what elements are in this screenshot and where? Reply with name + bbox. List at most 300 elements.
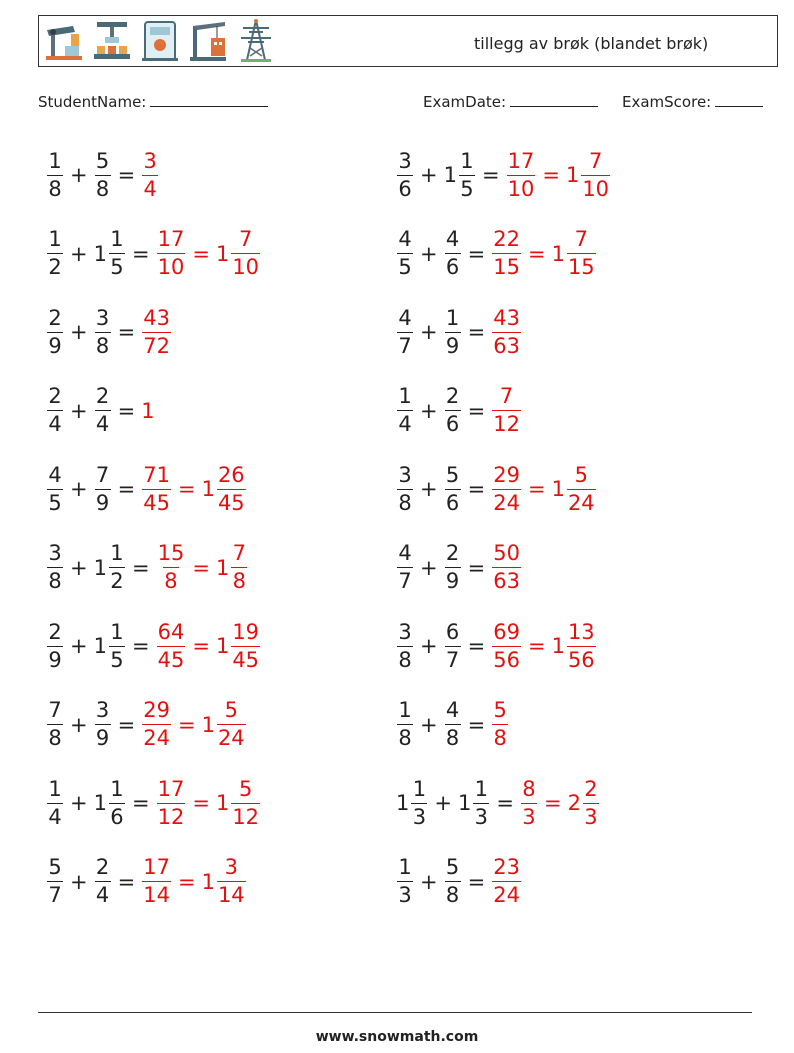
fraction	[445, 700, 461, 749]
problem-item	[46, 533, 248, 603]
denominator: 9	[95, 726, 110, 750]
fraction	[231, 619, 260, 672]
numerator: 2	[445, 541, 460, 565]
denominator: 24	[217, 726, 245, 750]
mixed-answer	[172, 857, 247, 906]
mixed-answer	[186, 619, 261, 672]
numerator: 23	[493, 855, 520, 879]
denominator: 3	[584, 804, 598, 829]
equals-sign: =	[131, 241, 150, 266]
fraction	[95, 386, 111, 435]
denominator: 10	[507, 176, 535, 201]
denominator: 24	[567, 490, 595, 515]
numerator: 5	[95, 148, 110, 173]
numerator: 29	[493, 462, 520, 487]
equals-sign: =	[467, 320, 486, 344]
equals-sign: =	[192, 634, 210, 658]
numerator: 64	[157, 619, 185, 644]
denominator: 24	[493, 883, 520, 907]
numerator: 3	[398, 148, 412, 173]
oil-pump-icon	[43, 18, 85, 64]
answer	[491, 386, 522, 435]
fraction	[47, 543, 63, 592]
problem-item	[46, 376, 156, 446]
numerator: 7	[232, 541, 246, 565]
fraction	[231, 776, 260, 829]
fraction	[95, 857, 111, 906]
answer	[491, 857, 522, 906]
numerator: 3	[143, 148, 157, 173]
fraction	[445, 229, 461, 278]
fraction	[507, 148, 536, 201]
problem-item	[396, 690, 509, 760]
mixed-answer	[522, 619, 597, 672]
numerator: 71	[143, 462, 170, 487]
problem-item	[46, 847, 247, 917]
numerator: 69	[493, 619, 520, 644]
problem-item	[396, 768, 600, 838]
fraction	[473, 776, 489, 829]
denominator: 7	[445, 647, 460, 672]
denominator: 6	[445, 412, 460, 436]
plus-sign: +	[420, 241, 438, 266]
numerator: 4	[398, 305, 412, 330]
numerator: 7	[588, 148, 603, 173]
denominator: 8	[398, 726, 412, 750]
numerator: 1	[110, 541, 124, 565]
numerator: 19	[232, 619, 260, 644]
fraction	[47, 305, 63, 358]
exam-score-field	[622, 92, 763, 111]
equals-sign: =	[117, 712, 136, 737]
denominator: 45	[232, 647, 260, 672]
denominator: 56	[567, 647, 595, 672]
denominator: 6	[398, 176, 412, 201]
numerator: 43	[493, 305, 520, 330]
answer	[141, 462, 172, 515]
mixed-answer	[536, 148, 611, 201]
answer	[491, 229, 522, 278]
denominator: 9	[445, 569, 460, 593]
denominator: 6	[445, 255, 460, 279]
fraction	[459, 148, 475, 201]
fraction	[397, 619, 413, 672]
denominator: 10	[232, 255, 260, 279]
answer	[141, 305, 172, 358]
denominator: 8	[95, 176, 110, 201]
fraction	[47, 619, 63, 672]
whole-number: 1	[93, 555, 107, 580]
numerator: 1	[398, 855, 412, 879]
problem-item	[46, 297, 172, 367]
exam-score-line	[715, 92, 763, 107]
equals-sign: =	[496, 791, 514, 815]
denominator: 9	[95, 490, 110, 515]
numerator: 7	[574, 227, 588, 251]
numerator: 5	[445, 855, 460, 879]
denominator: 45	[157, 647, 185, 672]
whole-number: 1	[141, 398, 155, 423]
equals-sign: =	[177, 712, 196, 737]
problem-item	[46, 140, 159, 210]
denominator: 12	[157, 804, 185, 829]
fraction	[567, 619, 596, 672]
whole-number: 1	[215, 791, 230, 815]
mixed-answer	[186, 543, 248, 592]
plus-sign: +	[70, 320, 88, 344]
denominator: 8	[398, 647, 412, 672]
equals-sign: =	[467, 241, 486, 266]
fraction	[109, 229, 125, 278]
whole-number: 1	[396, 791, 410, 815]
fraction	[47, 857, 63, 906]
student-name-field	[38, 92, 268, 111]
numerator: 4	[48, 462, 62, 487]
fraction	[47, 229, 63, 278]
plus-sign: +	[70, 163, 88, 187]
numerator: 5	[48, 855, 62, 879]
equals-sign: =	[117, 320, 136, 344]
numerator: 3	[95, 698, 110, 722]
mixed-answer	[538, 776, 600, 829]
denominator: 4	[48, 804, 62, 829]
fraction	[492, 700, 508, 749]
numerator: 7	[238, 227, 253, 251]
whole-number: 1	[551, 241, 565, 266]
answer	[156, 619, 187, 672]
numerator: 17	[507, 148, 535, 173]
numerator: 7	[499, 384, 514, 408]
equals-sign: =	[177, 477, 196, 501]
plus-sign: +	[70, 555, 88, 580]
whole-number: 1	[201, 477, 215, 501]
numerator: 3	[398, 619, 412, 644]
problem-item	[396, 611, 597, 681]
numerator: 5	[493, 698, 507, 722]
denominator: 63	[493, 333, 520, 358]
fraction	[397, 462, 413, 515]
numerator: 2	[48, 384, 62, 408]
mixed-answer	[172, 700, 247, 749]
equals-sign: =	[543, 791, 562, 815]
answer	[156, 229, 187, 278]
numerator: 4	[398, 227, 412, 251]
fraction	[397, 543, 413, 592]
denominator: 24	[143, 726, 170, 750]
denominator: 5	[110, 647, 124, 672]
numerator: 13	[567, 619, 595, 644]
problem-item	[396, 140, 611, 210]
numerator: 7	[95, 462, 110, 487]
fraction	[157, 229, 186, 278]
numerator: 5	[224, 698, 238, 722]
numerator: 6	[445, 619, 460, 644]
fraction	[217, 857, 246, 906]
denominator: 72	[143, 333, 170, 358]
denominator: 4	[143, 176, 157, 201]
header-icons	[43, 18, 277, 64]
mixed-answer	[172, 462, 247, 515]
plus-sign: +	[70, 712, 88, 737]
fraction	[109, 543, 125, 592]
numerator: 1	[48, 227, 62, 251]
equals-sign: =	[117, 477, 136, 501]
mixed-answer	[522, 462, 597, 515]
numerator: 17	[157, 776, 185, 801]
numerator: 3	[95, 305, 110, 330]
answer	[491, 700, 509, 749]
denominator: 4	[48, 412, 62, 436]
plus-sign: +	[70, 398, 88, 423]
fraction	[142, 148, 158, 201]
fraction	[142, 857, 171, 906]
numerator: 3	[48, 541, 62, 565]
numerator: 4	[445, 227, 460, 251]
equals-sign: =	[467, 712, 486, 737]
equals-sign: =	[131, 791, 150, 815]
denominator: 7	[398, 333, 412, 358]
denominator: 9	[445, 333, 460, 358]
equals-sign: =	[467, 869, 486, 894]
whole-number: 2	[567, 791, 581, 815]
denominator: 15	[493, 255, 520, 279]
denominator: 45	[143, 490, 170, 515]
exam-date-line	[510, 92, 598, 107]
fraction	[397, 305, 413, 358]
numerator: 43	[143, 305, 170, 330]
plus-sign: +	[70, 791, 88, 815]
fraction	[47, 700, 63, 749]
denominator: 8	[95, 333, 110, 358]
worksheet-title: tillegg av brøk (blandet brøk)	[474, 34, 709, 53]
numerator: 17	[143, 855, 170, 879]
fraction	[47, 462, 63, 515]
numerator: 2	[584, 776, 598, 801]
denominator: 12	[493, 412, 520, 436]
whole-number: 1	[457, 791, 472, 815]
plus-sign: +	[420, 634, 438, 658]
denominator: 3	[412, 804, 427, 829]
equals-sign: =	[467, 398, 486, 423]
problem-item	[46, 768, 261, 838]
plus-sign: +	[420, 477, 438, 501]
denominator: 3	[474, 804, 489, 829]
exam-date-field	[423, 92, 598, 111]
fraction	[95, 462, 111, 515]
answer	[141, 700, 172, 749]
footer-divider	[38, 1012, 752, 1013]
numerator: 1	[412, 776, 427, 801]
whole-number: 1	[215, 241, 230, 266]
answer	[491, 305, 522, 358]
numerator: 1	[48, 776, 62, 801]
fraction	[445, 619, 461, 672]
numerator: 5	[445, 462, 460, 487]
fraction	[445, 543, 461, 592]
fraction	[397, 229, 413, 278]
problem-item	[46, 219, 261, 289]
denominator: 8	[164, 569, 178, 593]
denominator: 6	[445, 490, 460, 515]
fraction	[157, 776, 186, 829]
problem-item	[396, 219, 597, 289]
fraction	[492, 543, 521, 592]
fraction	[445, 305, 461, 358]
denominator: 14	[143, 883, 170, 907]
mixed-answer	[186, 776, 261, 829]
plus-sign: +	[420, 163, 438, 187]
fraction	[445, 857, 461, 906]
denominator: 63	[493, 569, 520, 593]
numerator: 1	[110, 227, 124, 251]
fraction	[95, 700, 111, 749]
whole-number: 1	[215, 555, 230, 580]
equals-sign: =	[177, 869, 196, 894]
equals-sign: =	[192, 241, 210, 266]
fraction	[109, 619, 125, 672]
numerator: 4	[445, 698, 460, 722]
footer-site: www.snowmath.com	[315, 1029, 479, 1045]
answer	[491, 462, 522, 515]
fraction	[47, 148, 63, 201]
answer	[141, 148, 159, 201]
fraction	[411, 776, 427, 829]
denominator: 7	[398, 569, 412, 593]
mixed-answer	[522, 229, 597, 278]
whole-number: 1	[551, 477, 565, 501]
denominator: 10	[157, 255, 185, 279]
equals-sign: =	[527, 634, 546, 658]
whole-number: 1	[443, 163, 457, 187]
numerator: 1	[398, 384, 412, 408]
fraction	[142, 700, 171, 749]
numerator: 2	[95, 384, 110, 408]
fraction	[231, 543, 247, 592]
numerator: 2	[445, 384, 460, 408]
denominator: 9	[48, 333, 62, 358]
denominator: 2	[110, 569, 124, 593]
problem-item	[396, 533, 522, 603]
numerator: 15	[157, 541, 185, 565]
fraction	[492, 857, 521, 906]
plus-sign: +	[70, 477, 88, 501]
mixed-answer	[186, 229, 261, 278]
problem-item	[46, 611, 261, 681]
fuel-station-icon	[139, 18, 181, 64]
fraction	[397, 386, 413, 435]
fraction	[142, 462, 171, 515]
fraction	[445, 386, 461, 435]
equals-sign: =	[481, 163, 500, 187]
equals-sign: =	[467, 477, 486, 501]
answer	[491, 619, 522, 672]
numerator: 1	[398, 698, 412, 722]
answer	[506, 148, 537, 201]
denominator: 15	[567, 255, 595, 279]
equals-sign: =	[467, 555, 486, 580]
numerator: 1	[48, 148, 62, 173]
denominator: 8	[48, 176, 62, 201]
fraction	[47, 386, 63, 435]
whole-number: 1	[93, 791, 107, 815]
denominator: 45	[217, 490, 245, 515]
numerator: 7	[48, 698, 62, 722]
fraction	[217, 700, 246, 749]
denominator: 4	[95, 412, 110, 436]
fraction	[397, 148, 413, 201]
answer	[156, 776, 187, 829]
plus-sign: +	[70, 634, 88, 658]
problem-item	[46, 690, 247, 760]
denominator: 5	[398, 255, 412, 279]
plus-sign: +	[420, 398, 438, 423]
header-box	[38, 15, 778, 67]
numerator: 1	[445, 305, 460, 330]
problem-item	[396, 847, 522, 917]
fraction	[492, 305, 521, 358]
numerator: 1	[110, 776, 124, 801]
fraction	[567, 462, 596, 515]
denominator: 8	[48, 569, 62, 593]
numerator: 3	[224, 855, 238, 879]
whole-number: 1	[215, 634, 230, 658]
problem-item	[396, 376, 522, 446]
construction-crane-icon	[187, 18, 229, 64]
equals-sign: =	[117, 163, 136, 187]
fraction	[397, 857, 413, 906]
numerator: 1	[474, 776, 489, 801]
exam-score-label: ExamScore:	[622, 93, 712, 111]
denominator: 6	[110, 804, 124, 829]
equals-sign: =	[467, 634, 486, 658]
denominator: 8	[232, 569, 246, 593]
power-tower-icon	[235, 18, 277, 64]
whole-number: 1	[551, 634, 565, 658]
equals-sign: =	[117, 869, 136, 894]
fraction	[95, 148, 111, 201]
numerator: 1	[110, 619, 124, 644]
denominator: 56	[493, 647, 520, 672]
denominator: 12	[232, 804, 260, 829]
denominator: 5	[48, 490, 62, 515]
numerator: 4	[398, 541, 412, 565]
answer	[141, 857, 172, 906]
fraction	[492, 386, 521, 435]
denominator: 2	[48, 255, 62, 279]
fraction	[47, 776, 63, 829]
denominator: 8	[445, 883, 460, 907]
denominator: 3	[522, 804, 536, 829]
equals-sign: =	[192, 555, 210, 580]
plus-sign: +	[420, 555, 438, 580]
numerator: 5	[238, 776, 253, 801]
numerator: 3	[398, 462, 412, 487]
numerator: 2	[48, 619, 62, 644]
denominator: 8	[48, 726, 62, 750]
plus-sign: +	[70, 869, 88, 894]
denominator: 14	[217, 883, 245, 907]
equals-sign: =	[527, 241, 546, 266]
whole-number: 1	[201, 869, 215, 894]
whole-number: 1	[93, 634, 107, 658]
student-name-line	[150, 92, 268, 107]
problem-item	[396, 297, 522, 367]
fraction	[492, 229, 521, 278]
fraction	[397, 700, 413, 749]
equals-sign: =	[527, 477, 546, 501]
fraction	[231, 229, 260, 278]
denominator: 5	[110, 255, 124, 279]
